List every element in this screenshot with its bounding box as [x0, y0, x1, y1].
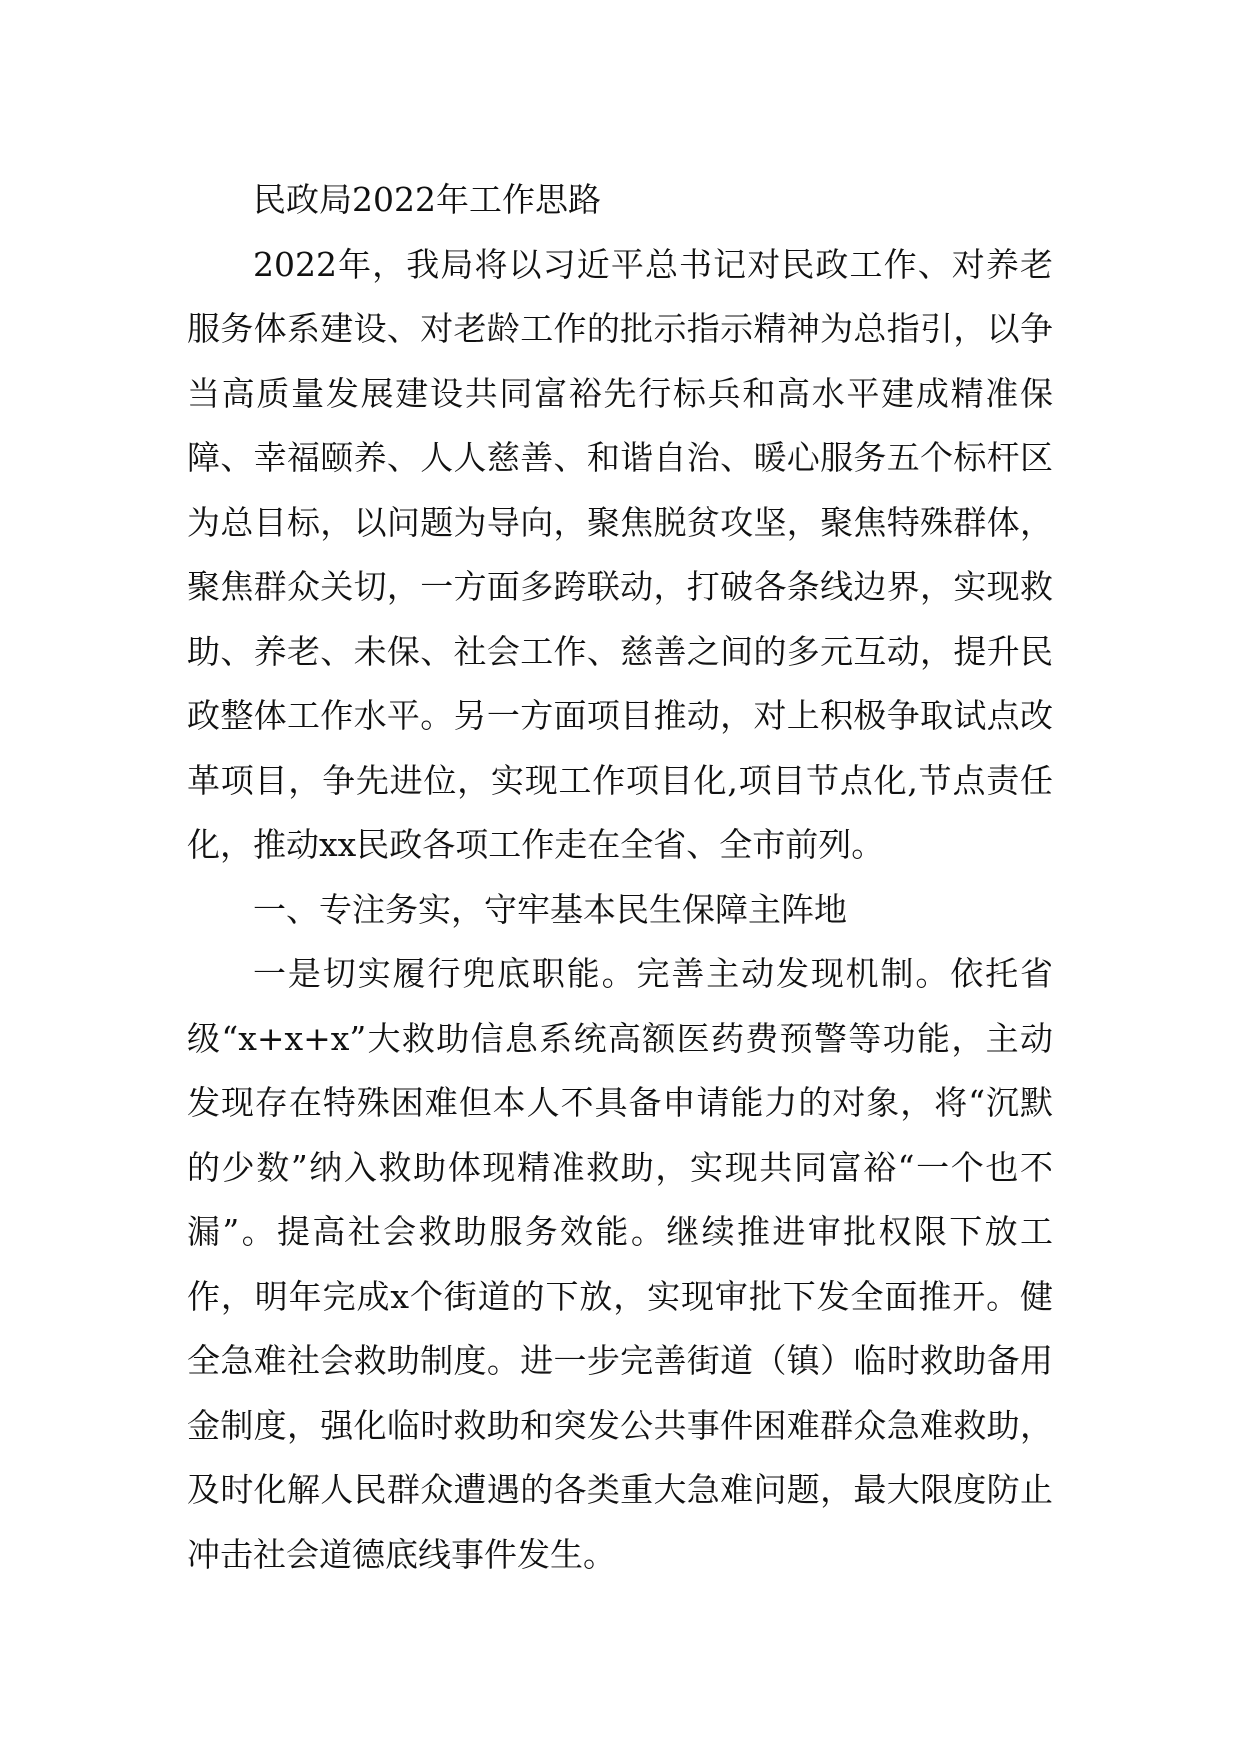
intro-paragraph: 2022年，我局将以习近平总书记对民政工作、对养老服务体系建设、对老龄工作的批示指示精神为总指引，以争当高质量发展建设共同富裕先行标兵和高水平建成精准保障、幸福颐养、人人慈善、和谐自治、暖心服务五个标杆区为总目标，以问题为导向，聚焦脱贫攻坚，聚焦特殊群体，聚焦群众关切，一方面多跨联动，打破各条线边界，实现救助、养老、未保、社会工作、慈善之间的多元互动，提升民政整体工作水平。另一方面项目推动，对上积极争取试点改革项目，争先进位，实现工作项目化,项目节点化,节点责任化，推动xx民政各项工作走在全省、全市前列。	[187, 244, 1053, 864]
document-body	[187, 168, 1053, 1587]
document-title: 民政局2022年工作思路	[253, 180, 601, 219]
section-paragraph: 一是切实履行兜底职能。完善主动发现机制。依托省级“x+x+x”大救助信息系统高额医药费预警等功能，主动发现存在特殊困难但本人不具备申请能力的对象，将“沉默的少数”纳入救助体现精准救助，实现共同富裕“一个也不漏”。提高社会救助服务效能。继续推进审批权限下放工作，明年完成x个街道的下放，实现审批下发全面推开。健全急难社会救助制度。进一步完善街道（镇）临时救助备用金制度，强化临时救助和突发公共事件困难群众急难救助，及时化解人民群众遭遇的各类重大急难问题，最大限度防止冲击社会道德底线事件发生。	[187, 954, 1053, 1574]
section-heading: 一、专注务实，守牢基本民生保障主阵地	[253, 889, 847, 929]
